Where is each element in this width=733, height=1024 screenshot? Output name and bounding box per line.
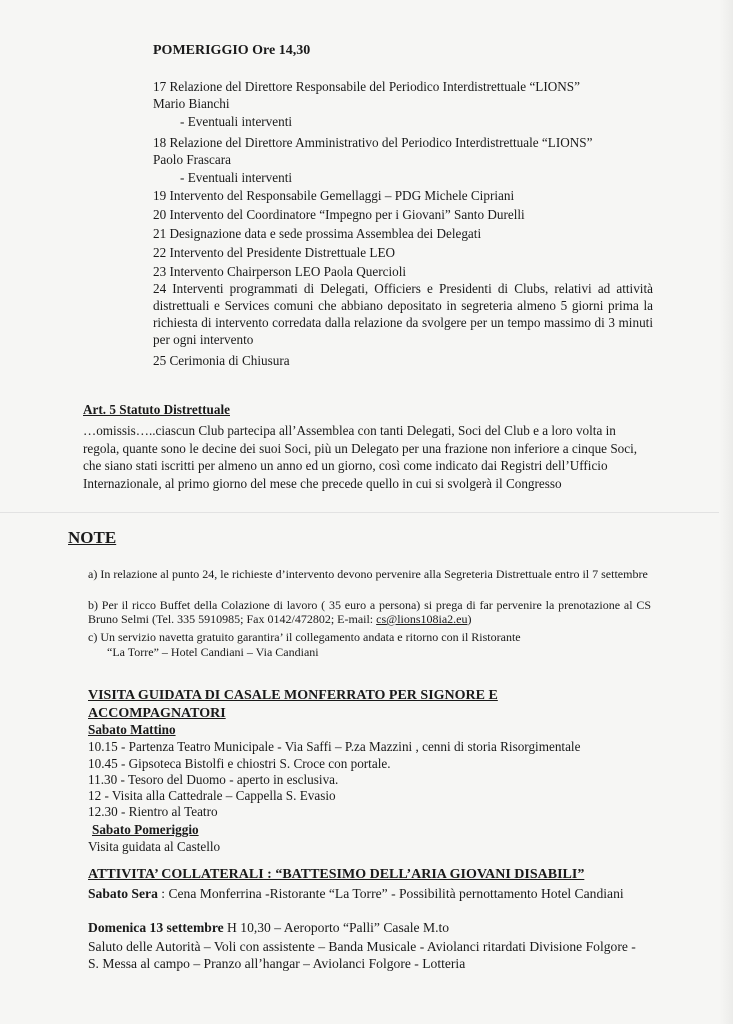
sunday-text: H 10,30 – Aeroporto “Palli” Casale M.to [223,920,450,935]
note-b [88,598,651,626]
item-24: 24 Interventi programmati di Delegati, Officiers e Presidenti di Clubs, relativi ad attività distrettuali e Services comuni che abbiano depositato in segreteria almeno 5 giorni prima la richiesta di intervento corredata dalla relazione da svolgere per un tempo massimo di 3 minuti per ogni intervento [153,281,653,347]
saturday-evening-text: : Cena Monferrina -Ristorante “La Torre” - Possibilità pernottamento Hotel Candiani [157,886,624,901]
note-c-line1: c) Un servizio navetta gratuito garantira’ il collegamento andata e ritorno con il Ristorante [88,630,521,644]
note-c-line2: “La Torre” – Hotel Candiani – Via Candiani [107,645,319,659]
note-b-text: b) Per il ricco Buffet della Colazione di lavoro ( 35 euro a persona) si prega di far pervenire la prenotazione al CS Bruno Selmi (Tel. 335 5910985; Fax 0142/472802; E-mail: [88,598,651,626]
note-b-end: ) [467,612,472,626]
email-link[interactable]: cs@lions108ia2.eu [376,612,468,626]
saturday-evening-label: Sabato Sera [88,886,158,901]
item-17-line1: 17 Relazione del Direttore Responsabile del Periodico Interdistrettuale “LIONS” [153,79,580,94]
item-21: 21 Designazione data e sede prossima Assemblea dei Delegati [153,226,482,241]
morning-label: Sabato Mattino [88,722,176,737]
afternoon-visit-text: Visita guidata al Castello [88,839,221,854]
art5-heading: Art. 5 Statuto Distrettuale [83,402,230,417]
art5-text: …omissis…..ciascun Club partecipa all’Assemblea con tanti Delegati, Soci del Club e a loro volta in regola, quante sono le decine dei suoi Soci, più un Delegato per una frazione non inferiore a cinque Soci, che siano stati iscritti per almeno un anno ed un giorno, così come indicato dai Registri dell’Ufficio Internazionale, al primo giorno del mese che precede quello in cui si svolgerà il Congresso [83,423,638,491]
morning-item-5: 12.30 - Rientro al Teatro [88,804,218,819]
scan-edge-shadow [719,0,733,1024]
sunday-line [88,920,449,936]
item-18-line2: Paolo Frascara [153,152,231,167]
visit-heading-line1: VISITA GUIDATA DI CASALE MONFERRATO PER SIGNORE E [88,688,498,703]
morning-item-1: 10.15 - Partenza Teatro Municipale - Via Saffi – P.za Mazzini , cenni di storia Risorgimentale [88,739,581,754]
item-17-sub: - Eventuali interventi [180,114,293,129]
sunday-label: Domenica 13 settembre [88,920,224,935]
afternoon-heading: POMERIGGIO Ore 14,30 [153,43,311,58]
item-25: 25 Cerimonia di Chiusura [153,353,290,368]
morning-item-2: 10.45 - Gipsoteca Bistolfi e chiostri S. Croce con portale. [88,756,391,771]
item-22: 22 Intervento del Presidente Distrettuale LEO [153,245,396,260]
item-17-line2: Mario Bianchi [153,96,230,111]
morning-item-4: 12 - Visita alla Cattedrale – Cappella S. Evasio [88,788,336,803]
morning-item-3: 11.30 - Tesoro del Duomo - aperto in esclusiva. [88,772,339,787]
item-18-line1: 18 Relazione del Direttore Amministrativo del Periodico Interdistrettuale “LIONS” [153,135,593,150]
note-a: a) In relazione al punto 24, le richieste d’intervento devono pervenire alla Segreteria Distrettuale entro il 7 settembre [88,567,648,581]
visit-heading-line2: ACCOMPAGNATORI [88,706,226,721]
afternoon-visit-label: Sabato Pomeriggio [92,822,199,837]
scan-fold-line [0,512,733,513]
item-18-sub: - Eventuali interventi [180,170,293,185]
collateral-heading: ATTIVITA’ COLLATERALI : “BATTESIMO DELL’ARIA GIOVANI DISABILI” [88,867,585,882]
note-heading: NOTE [68,528,117,547]
item-23: 23 Intervento Chairperson LEO Paola Quercioli [153,264,407,279]
sunday-details: Saluto delle Autorità – Voli con assistente – Banda Musicale - Aviolanci ritardati Divisione Folgore - S. Messa al campo – Pranzo all’hangar – Aviolanci Folgore - Lotteria [88,939,636,971]
item-20: 20 Intervento del Coordinatore “Impegno per i Giovani” Santo Durelli [153,207,525,222]
item-19: 19 Intervento del Responsabile Gemellaggi – PDG Michele Cipriani [153,188,515,203]
saturday-evening [88,885,648,902]
